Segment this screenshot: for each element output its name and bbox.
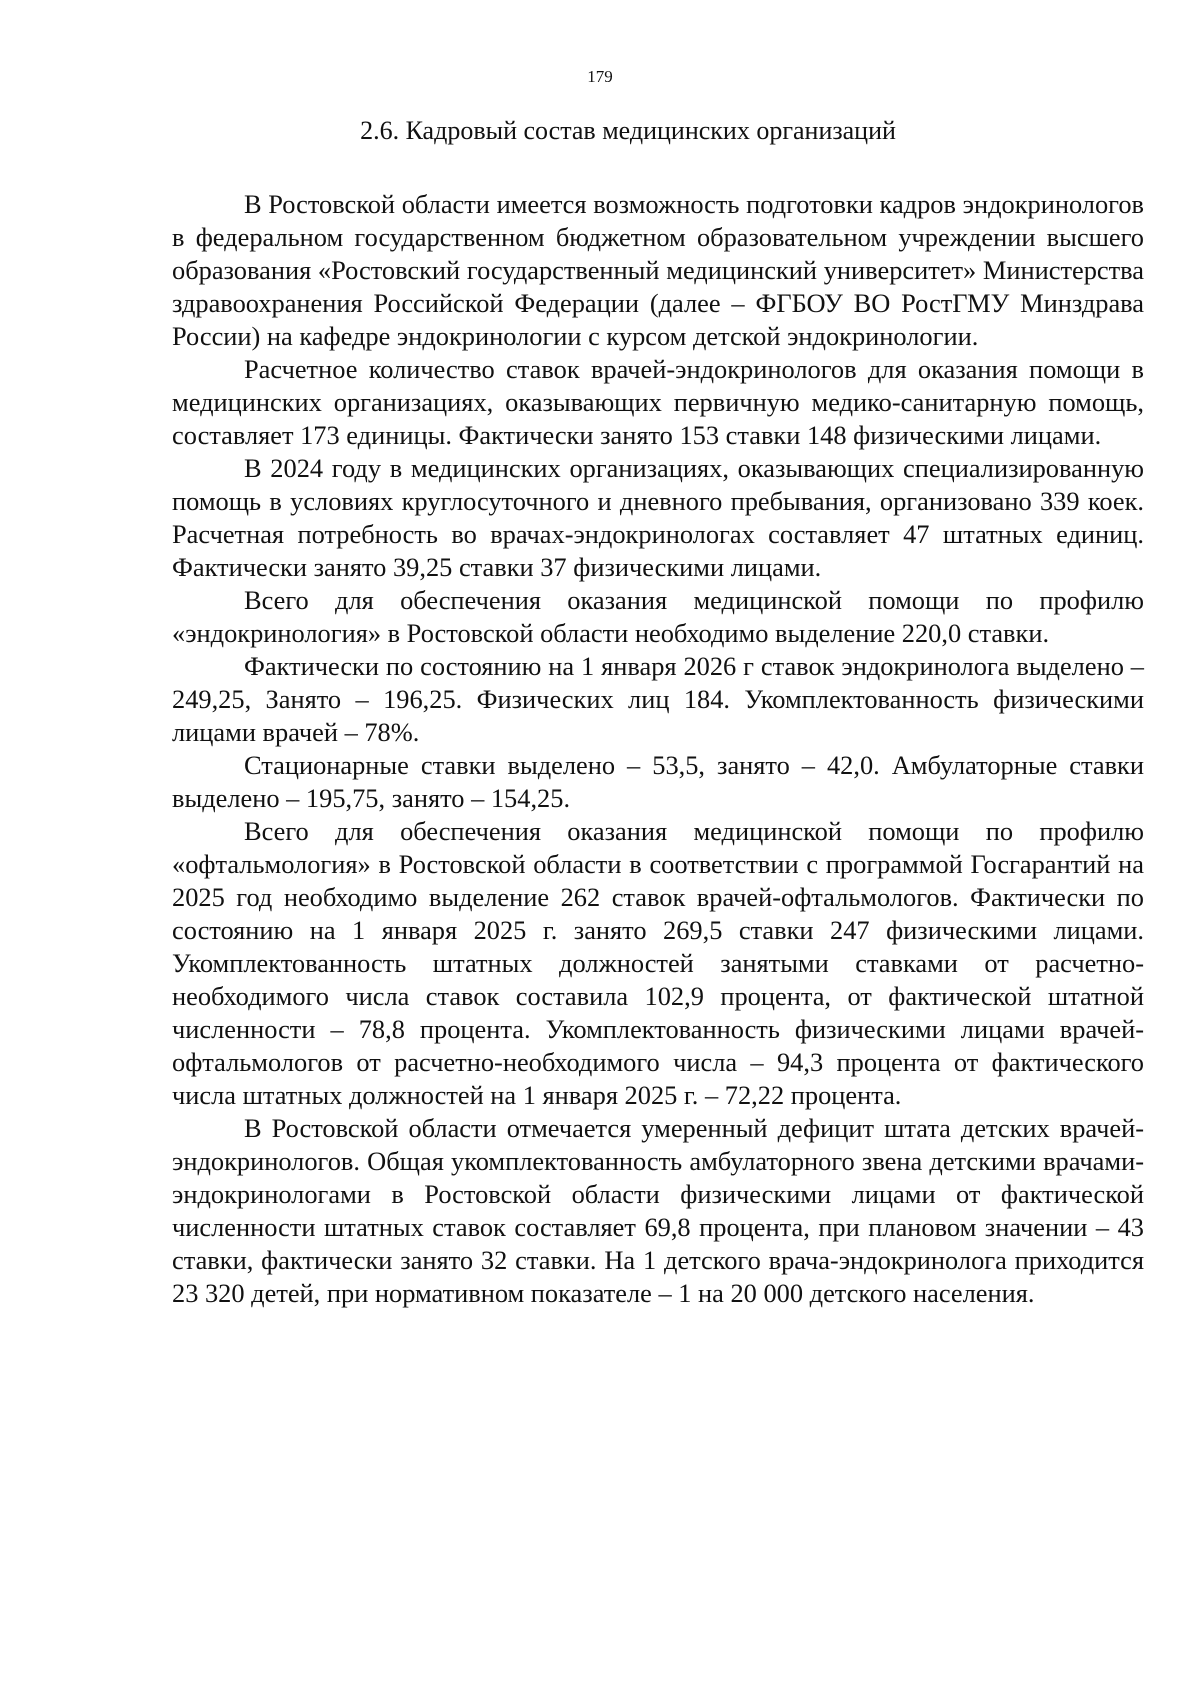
paragraph-endocrinology-training: В Ростовской области имеется возможность подготовки кадров эндокринологов в федеральном государственном бюджетном образовательном учреждении высшего образования «Ростовский государственный медицинский университет» Министерства здравоохранения Российской Федерации (далее – ФГБОУ ВО РостГМУ Минздрава России) на кафедре эндокринологии с курсом детской эндокринологии. bbox=[172, 189, 1144, 351]
paragraph-endocrinology-total: Всего для обеспечения оказания медицинской помощи по профилю «эндокринология» в Ростовской области необходимо выделение 220,0 ставки. bbox=[172, 585, 1144, 648]
paragraph-ophthalmology: Всего для обеспечения оказания медицинской помощи по профилю «офтальмология» в Ростовской области в соответствии с программой Госгарантий на 2025 год необходимо выделение 262 ставок врачей-офтальмологов. Фактически по состоянию на 1 января 2025 г. занято 269,5 ставки 247 физическими лицами. Укомплектованность штатных должностей занятыми ставками от расчетно-необходимого числа ставок составила 102,9 процента, от фактической штатной численности – 78,8 процента. Укомплектованность физическими лицами врачей-офтальмологов от расчетно-необходимого числа – 94,3 процента от фактического числа штатных должностей на 1 января 2025 г. – 72,22 процента. bbox=[172, 816, 1144, 1110]
paragraph-pediatric-endocrinologists: В Ростовской области отмечается умеренный дефицит штата детских врачей-эндокринологов. Общая укомплектованность амбулаторного звена детскими врачами-эндокринологами в Ростовской области физическими лицами от фактической численности штатных ставок составляет 69,8 процента, при плановом значении – 43 ставки, фактически занято 32 ставки. На 1 детского врача-эндокринолога приходится 23 320 детей, при нормативном показателе – 1 на 20 000 детского населения. bbox=[172, 1113, 1144, 1308]
paragraph-endocrinology-2026: Фактически по состоянию на 1 января 2026 г ставок эндокринолога выделено – 249,25, Занято – 196,25. Физических лиц 184. Укомплектованность физическими лицами врачей – 78%. bbox=[172, 651, 1144, 747]
page-number: 179 bbox=[587, 67, 613, 86]
body-text bbox=[172, 188, 1144, 1310]
paragraph-primary-care-staffing: Расчетное количество ставок врачей-эндокринологов для оказания помощи в медицинских организациях, оказывающих первичную медико-санитарную помощь, составляет 173 единицы. Фактически занято 153 ставки 148 физическими лицами. bbox=[172, 354, 1144, 450]
paragraph-specialized-care-2024: В 2024 году в медицинских организациях, оказывающих специализированную помощь в условиях круглосуточного и дневного пребывания, организовано 339 коек. Расчетная потребность во врачах-эндокринологах составляет 47 штатных единиц. Фактически занято 39,25 ставки 37 физическими лицами. bbox=[172, 453, 1144, 582]
section-title: 2.6. Кадровый состав медицинских организаций bbox=[360, 116, 896, 145]
paragraph-inpatient-outpatient: Стационарные ставки выделено – 53,5, занято – 42,0. Амбулаторные ставки выделено – 195,75, занято – 154,25. bbox=[172, 750, 1144, 813]
